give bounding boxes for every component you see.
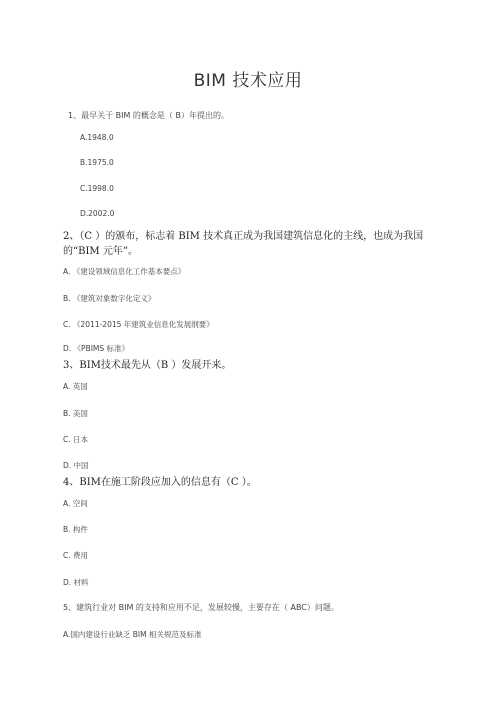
question-2-option-d: D. 《PBIMS 标准》 bbox=[63, 344, 130, 353]
question-4-option-c: C. 费用 bbox=[63, 551, 89, 560]
question-1-option-d: D.2002.0 bbox=[80, 209, 115, 218]
question-3-option-b: B. 美国 bbox=[63, 409, 88, 418]
question-2-stem: 2、（C ）的颁布，标志着 BIM 技术真正成为我国建筑信息化的主线，也成为我国的“BIM 元年”。 bbox=[63, 231, 424, 257]
document-title: BIM 技术应用 bbox=[193, 71, 303, 91]
question-1-option-c: C.1998.0 bbox=[80, 184, 114, 193]
question-2-option-c: C. 《2011-2015 年建筑业信息化发展纲要》 bbox=[63, 320, 214, 329]
question-3-option-a: A. 英国 bbox=[63, 382, 88, 391]
question-4-stem: 4、BIM在施工阶段应加入的信息有（C ）。 bbox=[63, 477, 257, 488]
question-1-option-b: B.1975.0 bbox=[80, 158, 114, 167]
question-5-stem: 5、建筑行业对 BIM 的支持和应用不足，发展较慢，主要存在（ ABC）问题。 bbox=[63, 603, 339, 612]
question-4-option-b: B. 构件 bbox=[63, 525, 88, 534]
question-2-option-a: A. 《建设领域信息化工作基本要点》 bbox=[63, 267, 186, 276]
question-1-stem: 1、最早关于 BIM 的概念是（ B）年提出的。 bbox=[68, 111, 229, 120]
question-3-stem: 3、BIM技术最先从（B ）发展开来。 bbox=[63, 360, 232, 371]
question-3-option-c: C. 日本 bbox=[63, 435, 89, 444]
question-3-option-d: D. 中国 bbox=[63, 461, 89, 470]
question-4-option-d: D. 材料 bbox=[63, 578, 89, 587]
question-2-option-b: B. 《建筑对象数字化定义》 bbox=[63, 294, 156, 303]
question-1-option-a: A.1948.0 bbox=[80, 133, 114, 142]
question-5-option-a: A.国内建设行业缺乏 BIM 相关规范及标准 bbox=[63, 630, 202, 639]
question-4-option-a: A. 空间 bbox=[63, 499, 88, 508]
